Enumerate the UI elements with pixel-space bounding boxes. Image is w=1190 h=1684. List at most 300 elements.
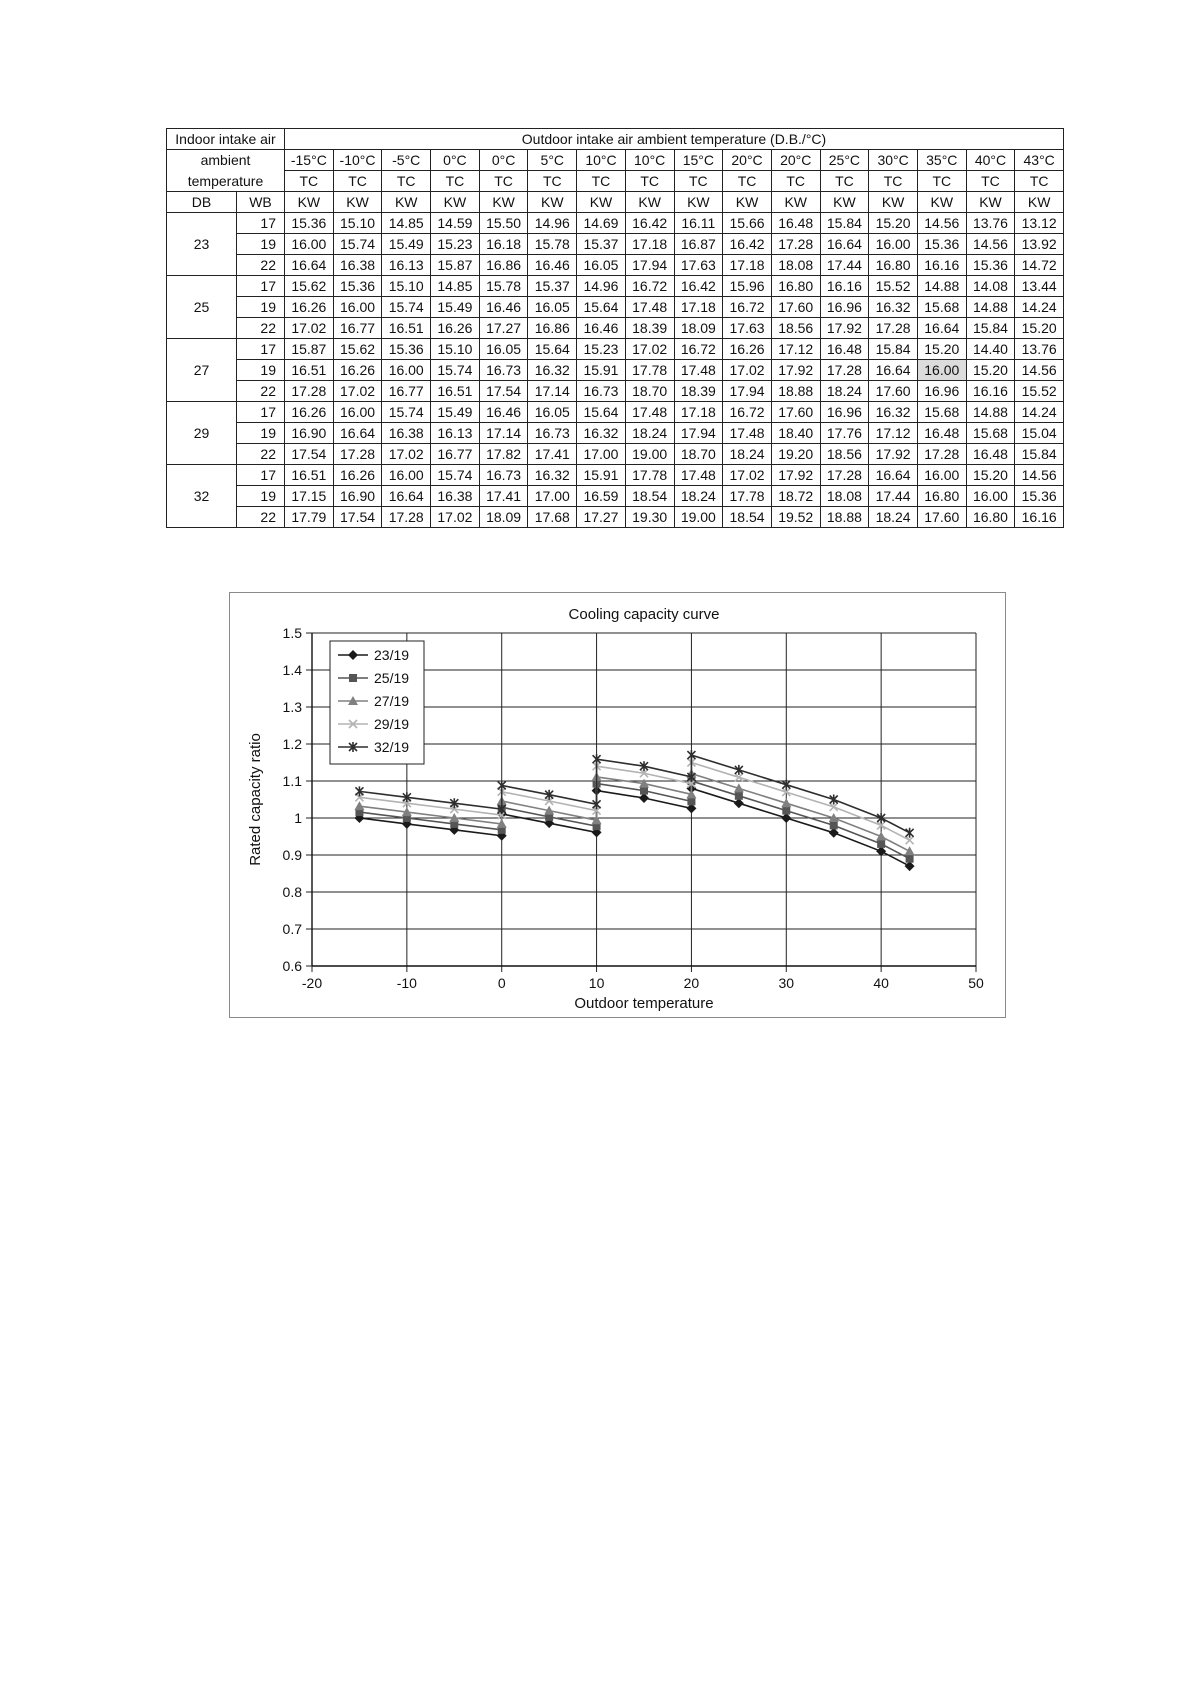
value-cell: 16.73 (479, 465, 528, 486)
value-cell: 15.62 (285, 276, 334, 297)
value-cell: 16.64 (820, 234, 869, 255)
value-cell: 15.37 (528, 276, 577, 297)
value-cell: 15.74 (382, 402, 431, 423)
value-cell: 16.48 (820, 339, 869, 360)
value-cell: 16.13 (431, 423, 480, 444)
value-cell: 18.54 (723, 507, 772, 528)
value-cell: 16.32 (528, 465, 577, 486)
wb-cell: 17 (237, 213, 285, 234)
chart-title: Cooling capacity curve (568, 606, 720, 623)
value-cell: 17.18 (723, 255, 772, 276)
value-cell: 16.26 (285, 402, 334, 423)
outdoor-header: Outdoor intake air ambient temperature (D.B./°C) (285, 129, 1064, 150)
value-cell: 16.64 (869, 360, 918, 381)
value-cell: 16.64 (285, 255, 334, 276)
data-point (906, 855, 914, 863)
value-cell: 17.02 (382, 444, 431, 465)
wb-header: WB (237, 192, 285, 213)
value-cell: 15.87 (431, 255, 480, 276)
value-cell: 15.36 (285, 213, 334, 234)
tc-header: TC (1015, 171, 1064, 192)
value-cell: 15.36 (1015, 486, 1064, 507)
value-cell: 16.77 (431, 444, 480, 465)
db-cell: 23 (167, 213, 237, 276)
series-line (359, 774, 909, 852)
value-cell: 14.24 (1015, 297, 1064, 318)
value-cell: 13.76 (1015, 339, 1064, 360)
value-cell: 15.91 (577, 360, 626, 381)
value-cell: 16.73 (577, 381, 626, 402)
cooling-capacity-table (166, 128, 1064, 528)
value-cell: 17.18 (625, 234, 674, 255)
chart-svg (230, 593, 1005, 1017)
value-cell: 17.41 (528, 444, 577, 465)
table-row (167, 297, 1064, 318)
value-cell: 14.69 (577, 213, 626, 234)
temp-header: 40°C (966, 150, 1015, 171)
value-cell: 16.18 (479, 234, 528, 255)
value-cell: 15.20 (917, 339, 966, 360)
value-cell: 15.49 (431, 297, 480, 318)
value-cell: 16.00 (382, 360, 431, 381)
indoor-header-line: Indoor intake air (167, 129, 285, 150)
value-cell: 18.24 (625, 423, 674, 444)
value-cell: 15.20 (869, 213, 918, 234)
value-cell: 17.28 (771, 234, 820, 255)
value-cell: 16.26 (723, 339, 772, 360)
value-cell: 15.52 (1015, 381, 1064, 402)
value-cell: 16.05 (577, 255, 626, 276)
value-cell: 15.84 (869, 339, 918, 360)
data-point (905, 846, 915, 855)
value-cell: 16.00 (869, 234, 918, 255)
value-cell: 14.56 (1015, 360, 1064, 381)
value-cell: 15.20 (966, 465, 1015, 486)
value-cell: 16.80 (917, 486, 966, 507)
y-tick-label: 0.6 (282, 958, 302, 974)
kw-header: KW (285, 192, 334, 213)
value-cell: 16.11 (674, 213, 723, 234)
wb-cell: 22 (237, 507, 285, 528)
value-cell: 17.12 (869, 423, 918, 444)
value-cell: 18.70 (674, 444, 723, 465)
y-tick-label: 1.2 (282, 736, 302, 752)
value-cell: 17.44 (820, 255, 869, 276)
value-cell: 15.36 (333, 276, 382, 297)
tc-header: TC (966, 171, 1015, 192)
value-cell: 16.42 (723, 234, 772, 255)
y-tick-label: 0.8 (282, 884, 302, 900)
tc-header: TC (869, 171, 918, 192)
value-cell: 15.84 (820, 213, 869, 234)
value-cell: 17.60 (869, 381, 918, 402)
kw-header: KW (431, 192, 480, 213)
value-cell: 15.50 (479, 213, 528, 234)
wb-cell: 19 (237, 234, 285, 255)
value-cell: 17.78 (723, 486, 772, 507)
value-cell: 15.91 (577, 465, 626, 486)
value-cell: 17.60 (917, 507, 966, 528)
db-cell: 32 (167, 465, 237, 528)
table-row (167, 360, 1064, 381)
value-cell: 16.42 (674, 276, 723, 297)
value-cell: 15.68 (917, 402, 966, 423)
value-cell: 15.74 (431, 465, 480, 486)
value-cell: 18.39 (674, 381, 723, 402)
value-cell: 16.96 (820, 402, 869, 423)
wb-cell: 17 (237, 339, 285, 360)
value-cell: 15.68 (966, 423, 1015, 444)
temp-header: -5°C (382, 150, 431, 171)
value-cell: 15.37 (577, 234, 626, 255)
value-cell: 15.64 (528, 339, 577, 360)
value-cell: 15.66 (723, 213, 772, 234)
kw-header: KW (820, 192, 869, 213)
value-cell: 16.46 (479, 297, 528, 318)
y-tick-label: 1 (294, 810, 302, 826)
value-cell: 13.12 (1015, 213, 1064, 234)
value-cell: 16.16 (820, 276, 869, 297)
x-tick-label: -20 (301, 975, 323, 991)
value-cell: 16.48 (771, 213, 820, 234)
wb-cell: 22 (237, 444, 285, 465)
value-cell: 16.86 (479, 255, 528, 276)
value-cell: 17.27 (577, 507, 626, 528)
table-row (167, 234, 1064, 255)
value-cell: 17.63 (674, 255, 723, 276)
table-row (167, 339, 1064, 360)
indoor-header-line: ambient (167, 150, 285, 171)
tc-header: TC (625, 171, 674, 192)
y-tick-label: 1.1 (282, 773, 302, 789)
value-cell: 17.54 (285, 444, 334, 465)
tc-header: TC (431, 171, 480, 192)
value-cell: 15.74 (333, 234, 382, 255)
y-tick-label: 1.3 (282, 699, 302, 715)
value-cell: 15.64 (577, 402, 626, 423)
legend-label: 29/19 (374, 716, 410, 732)
legend (330, 641, 424, 764)
value-cell: 17.02 (333, 381, 382, 402)
value-cell: 17.28 (820, 360, 869, 381)
value-cell: 16.51 (382, 318, 431, 339)
table-row (167, 318, 1064, 339)
value-cell: 17.48 (674, 465, 723, 486)
x-tick-label: 30 (778, 975, 795, 991)
value-cell: 16.38 (382, 423, 431, 444)
value-cell: 19.00 (674, 507, 723, 528)
value-cell: 14.40 (966, 339, 1015, 360)
data-point (735, 765, 743, 775)
value-cell: 18.88 (771, 381, 820, 402)
value-cell: 15.04 (1015, 423, 1064, 444)
value-cell: 16.77 (382, 381, 431, 402)
value-cell: 15.64 (577, 297, 626, 318)
value-cell: 14.88 (917, 276, 966, 297)
value-cell: 18.70 (625, 381, 674, 402)
value-cell: 17.92 (869, 444, 918, 465)
wb-cell: 19 (237, 423, 285, 444)
value-cell: 15.23 (577, 339, 626, 360)
legend-label: 25/19 (374, 670, 410, 686)
value-cell: 16.05 (479, 339, 528, 360)
value-cell: 17.78 (625, 465, 674, 486)
value-cell: 17.92 (771, 465, 820, 486)
value-cell: 15.10 (431, 339, 480, 360)
value-cell: 17.28 (333, 444, 382, 465)
value-cell: 17.02 (723, 465, 772, 486)
value-cell: 14.24 (1015, 402, 1064, 423)
value-cell: 18.09 (479, 507, 528, 528)
value-cell: 17.02 (431, 507, 480, 528)
value-cell: 16.72 (723, 297, 772, 318)
kw-header: KW (1015, 192, 1064, 213)
value-cell: 14.96 (528, 213, 577, 234)
value-cell: 16.00 (333, 402, 382, 423)
data-point (687, 750, 695, 760)
tc-header: TC (528, 171, 577, 192)
value-cell: 17.60 (771, 402, 820, 423)
kw-header: KW (382, 192, 431, 213)
wb-cell: 19 (237, 486, 285, 507)
value-cell: 16.26 (285, 297, 334, 318)
kw-header: KW (577, 192, 626, 213)
x-tick-label: 50 (968, 975, 984, 991)
value-cell: 17.94 (625, 255, 674, 276)
table-header-row (167, 150, 1064, 171)
value-cell: 15.36 (966, 255, 1015, 276)
value-cell: 15.74 (382, 297, 431, 318)
temp-header: 0°C (479, 150, 528, 171)
value-cell: 14.96 (577, 276, 626, 297)
value-cell: 17.02 (625, 339, 674, 360)
value-cell: 16.46 (577, 318, 626, 339)
tc-header: TC (723, 171, 772, 192)
y-tick-label: 1.5 (282, 625, 302, 641)
value-cell: 14.59 (431, 213, 480, 234)
value-cell: 17.94 (674, 423, 723, 444)
value-cell: 17.48 (674, 360, 723, 381)
wb-cell: 17 (237, 276, 285, 297)
value-cell: 16.13 (382, 255, 431, 276)
value-cell: 15.49 (431, 402, 480, 423)
value-cell: 16.96 (917, 381, 966, 402)
value-cell: 17.28 (820, 465, 869, 486)
y-tick-label: 0.7 (282, 921, 302, 937)
tc-header: TC (674, 171, 723, 192)
value-cell: 18.08 (771, 255, 820, 276)
temp-header: 10°C (577, 150, 626, 171)
value-cell: 16.00 (285, 234, 334, 255)
series-line (359, 781, 909, 859)
value-cell: 18.72 (771, 486, 820, 507)
table-row (167, 276, 1064, 297)
value-cell: 16.72 (625, 276, 674, 297)
value-cell: 17.82 (479, 444, 528, 465)
legend-label: 32/19 (374, 739, 410, 755)
table-row (167, 255, 1064, 276)
value-cell: 15.78 (479, 276, 528, 297)
value-cell: 17.63 (723, 318, 772, 339)
value-cell: 15.62 (333, 339, 382, 360)
value-cell: 16.64 (869, 465, 918, 486)
tc-header: TC (577, 171, 626, 192)
tc-header: TC (820, 171, 869, 192)
value-cell: 18.56 (820, 444, 869, 465)
kw-header: KW (966, 192, 1015, 213)
value-cell: 16.80 (966, 507, 1015, 528)
db-header: DB (167, 192, 237, 213)
data-point (876, 832, 886, 841)
value-cell: 16.32 (577, 423, 626, 444)
value-cell: 16.05 (528, 297, 577, 318)
value-cell: 15.74 (431, 360, 480, 381)
value-cell: 17.15 (285, 486, 334, 507)
value-cell: 18.24 (674, 486, 723, 507)
value-cell: 15.52 (869, 276, 918, 297)
temp-header: 43°C (1015, 150, 1064, 171)
value-cell: 14.72 (1015, 255, 1064, 276)
data-point (354, 801, 364, 810)
value-cell: 14.88 (966, 402, 1015, 423)
value-cell: 16.26 (431, 318, 480, 339)
value-cell: 15.20 (1015, 318, 1064, 339)
value-cell: 19.00 (625, 444, 674, 465)
value-cell: 16.32 (869, 402, 918, 423)
value-cell: 16.26 (333, 465, 382, 486)
value-cell: 16.00 (917, 465, 966, 486)
value-cell: 17.12 (771, 339, 820, 360)
value-cell: 17.48 (723, 423, 772, 444)
value-cell: 16.46 (528, 255, 577, 276)
value-cell: 16.73 (479, 360, 528, 381)
kw-header: KW (625, 192, 674, 213)
value-cell: 16.51 (285, 360, 334, 381)
value-cell: 14.08 (966, 276, 1015, 297)
legend-marker (349, 674, 357, 682)
kw-header: KW (723, 192, 772, 213)
value-cell: 19.20 (771, 444, 820, 465)
value-cell: 17.92 (771, 360, 820, 381)
temp-header: 30°C (869, 150, 918, 171)
db-cell: 27 (167, 339, 237, 402)
value-cell: 17.41 (479, 486, 528, 507)
temp-header: 5°C (528, 150, 577, 171)
temp-header: 20°C (771, 150, 820, 171)
value-cell: 15.10 (382, 276, 431, 297)
value-cell: 16.05 (528, 402, 577, 423)
indoor-header-line: temperature (167, 171, 285, 192)
value-cell: 17.00 (528, 486, 577, 507)
value-cell: 17.28 (285, 381, 334, 402)
tc-header: TC (771, 171, 820, 192)
value-cell: 14.56 (1015, 465, 1064, 486)
value-cell: 16.16 (917, 255, 966, 276)
value-cell: 17.00 (577, 444, 626, 465)
y-axis-label: Rated capacity ratio (247, 733, 264, 866)
db-cell: 29 (167, 402, 237, 465)
value-cell: 17.28 (917, 444, 966, 465)
value-cell: 18.24 (869, 507, 918, 528)
value-cell: 14.85 (382, 213, 431, 234)
wb-cell: 22 (237, 381, 285, 402)
value-cell: 17.68 (528, 507, 577, 528)
value-cell: 13.76 (966, 213, 1015, 234)
x-tick-label: 10 (588, 975, 605, 991)
value-cell: 16.46 (479, 402, 528, 423)
value-cell: 16.72 (723, 402, 772, 423)
kw-header: KW (674, 192, 723, 213)
table-row (167, 213, 1064, 234)
value-cell: 17.14 (528, 381, 577, 402)
kw-header: KW (771, 192, 820, 213)
temp-header: 35°C (917, 150, 966, 171)
value-cell: 17.18 (674, 297, 723, 318)
data-point (906, 828, 914, 838)
table-row (167, 402, 1064, 423)
value-cell: 17.02 (285, 318, 334, 339)
tc-header: TC (333, 171, 382, 192)
temp-header: -15°C (285, 150, 334, 171)
value-cell: 18.24 (723, 444, 772, 465)
value-cell: 16.00 (382, 465, 431, 486)
value-cell: 17.18 (674, 402, 723, 423)
y-tick-label: 1.4 (282, 662, 302, 678)
series-line (359, 788, 909, 866)
value-cell: 16.00 (333, 297, 382, 318)
value-cell: 16.96 (820, 297, 869, 318)
value-cell: 18.54 (625, 486, 674, 507)
legend-label: 23/19 (374, 647, 410, 663)
value-cell: 14.56 (966, 234, 1015, 255)
value-cell: 16.86 (528, 318, 577, 339)
kw-header: KW (479, 192, 528, 213)
value-cell: 16.32 (869, 297, 918, 318)
value-cell: 17.79 (285, 507, 334, 528)
kw-header: KW (917, 192, 966, 213)
value-cell: 16.38 (333, 255, 382, 276)
value-cell: 16.48 (966, 444, 1015, 465)
table-row (167, 486, 1064, 507)
value-cell: 15.20 (966, 360, 1015, 381)
temp-header: -10°C (333, 150, 382, 171)
value-cell: 16.72 (674, 339, 723, 360)
value-cell: 18.39 (625, 318, 674, 339)
kw-header: KW (333, 192, 382, 213)
data-point (877, 840, 885, 848)
wb-cell: 22 (237, 255, 285, 276)
wb-cell: 17 (237, 402, 285, 423)
value-cell: 15.49 (382, 234, 431, 255)
value-cell: 13.92 (1015, 234, 1064, 255)
value-cell: 15.68 (917, 297, 966, 318)
value-cell: 16.80 (869, 255, 918, 276)
x-tick-label: -10 (396, 975, 417, 991)
value-cell: 17.44 (869, 486, 918, 507)
value-cell: 16.64 (917, 318, 966, 339)
temp-header: 20°C (723, 150, 772, 171)
table-row (167, 381, 1064, 402)
value-cell: 16.73 (528, 423, 577, 444)
tc-header: TC (382, 171, 431, 192)
x-tick-label: 20 (683, 975, 700, 991)
value-cell: 17.48 (625, 297, 674, 318)
value-cell: 17.60 (771, 297, 820, 318)
value-cell: 16.64 (333, 423, 382, 444)
legend-label: 27/19 (374, 693, 410, 709)
value-cell: 17.48 (625, 402, 674, 423)
value-cell: 17.14 (479, 423, 528, 444)
